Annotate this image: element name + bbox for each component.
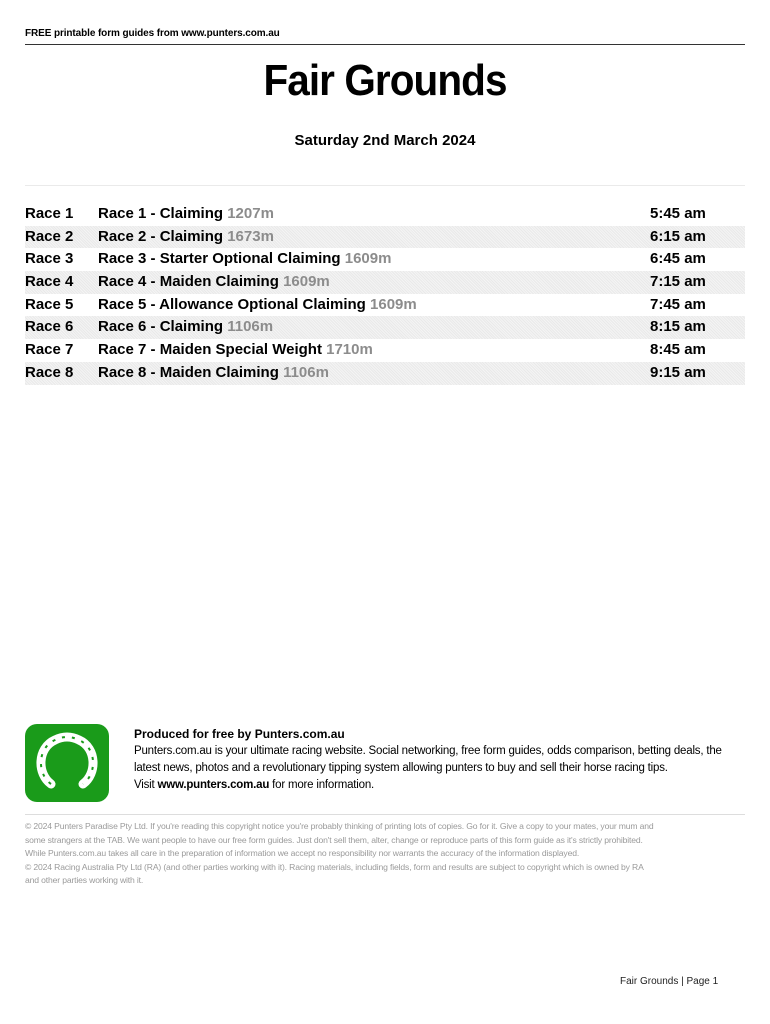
race-title: Race 2 - Claiming [98, 227, 224, 245]
race-title: Race 5 - Allowance Optional Claiming [98, 295, 366, 313]
race-distance: 1673m [227, 227, 274, 245]
race-number: Race 1 [25, 205, 74, 222]
visit-line [134, 777, 746, 794]
top-divider [25, 44, 745, 45]
race-row [25, 316, 745, 339]
visit-prefix: Visit [134, 779, 158, 791]
race-number: Race 6 [25, 318, 74, 336]
race-number: Race 3 [25, 250, 74, 268]
race-number: Race 5 [25, 295, 74, 313]
race-name [98, 362, 329, 385]
copyright-line: some strangers at the TAB. We want people to have our free form guides. Just don't sell them, alter, change or reproduce parts of this form guide as it's strictly prohibited. [25, 834, 643, 845]
race-row [25, 362, 745, 385]
race-number: Race 2 [25, 227, 74, 245]
race-number: Race 7 [25, 341, 74, 359]
race-row [25, 226, 745, 249]
race-time: 5:45 am [650, 205, 706, 222]
race-title: Race 6 - Claiming [98, 318, 224, 336]
race-title: Race 1 - Claiming [98, 205, 224, 222]
race-time: 7:15 am [650, 273, 706, 291]
race-name [98, 294, 417, 317]
race-date: Saturday 2nd March 2024 [294, 132, 476, 149]
race-time: 7:45 am [650, 295, 706, 313]
race-name [98, 248, 391, 271]
race-time: 9:15 am [650, 363, 706, 381]
race-distance: 1207m [227, 205, 274, 222]
page-footer: Fair Grounds | Page 1 [620, 976, 719, 987]
race-distance: 1609m [344, 250, 392, 268]
race-title: Race 4 - Maiden Claiming [98, 273, 279, 291]
race-name [98, 203, 274, 226]
copyright-line: © 2024 Punters Paradise Pty Ltd. If you're reading this copyright notice you're probably thinking of printing lots of copies. Go for it. Give a copy to your mates, your mum and [25, 821, 654, 831]
race-distance: 1106m [227, 318, 274, 336]
race-row [25, 248, 745, 271]
race-name [98, 316, 273, 339]
race-distance: 1609m [283, 273, 330, 291]
race-row [25, 339, 745, 362]
race-time: 6:15 am [650, 227, 706, 245]
description-line: Punters.com.au is your ultimate racing website. Social networking, free form guides, odds comparison, betting deals, the [134, 745, 722, 757]
race-name [98, 339, 373, 362]
top-note: FREE printable form guides from www.punters.com.au [25, 28, 280, 39]
race-distance: 1710m [326, 341, 373, 359]
description-line: latest news, photos and a revolutionary tipping system allowing punters to buy and sell their horse racing tips. [134, 762, 668, 774]
race-name [98, 271, 330, 294]
race-name [98, 226, 274, 249]
race-distance: 1609m [370, 295, 417, 313]
page-title: Fair Grounds [263, 56, 507, 105]
footer-divider [25, 814, 745, 815]
race-distance: 1106m [283, 363, 329, 381]
race-number: Race 4 [25, 273, 74, 291]
race-time: 8:15 am [650, 318, 706, 336]
race-row [25, 203, 745, 226]
race-time: 6:45 am [650, 250, 706, 268]
race-row [25, 271, 745, 294]
race-time: 8:45 am [650, 341, 706, 359]
copyright-line: While Punters.com.au takes all care in the preparation of information we accept no responsibility nor warrants the accuracy of the information displayed. [25, 848, 580, 859]
race-list [25, 203, 745, 385]
produced-title: Produced for free by Punters.com.au [134, 727, 345, 741]
website-link[interactable]: www.punters.com.au [157, 779, 270, 791]
copyright-notice [25, 820, 745, 888]
race-title: Race 8 - Maiden Claiming [98, 363, 279, 381]
race-title: Race 7 - Maiden Special Weight [98, 341, 322, 359]
race-number: Race 8 [25, 363, 74, 381]
produced-description [134, 743, 746, 794]
visit-suffix: for more information. [269, 779, 375, 791]
race-row [25, 294, 745, 317]
punters-logo [25, 724, 109, 802]
list-divider [25, 185, 745, 186]
race-title: Race 3 - Starter Optional Claiming [98, 250, 341, 268]
horseshoe-icon [25, 724, 109, 802]
copyright-line: © 2024 Racing Australia Pty Ltd (RA) (and other parties working with it). Racing materials, including fields, form and results are subject to copyright which is owned by RA [25, 861, 644, 872]
copyright-line: and other parties working with it. [25, 875, 144, 886]
